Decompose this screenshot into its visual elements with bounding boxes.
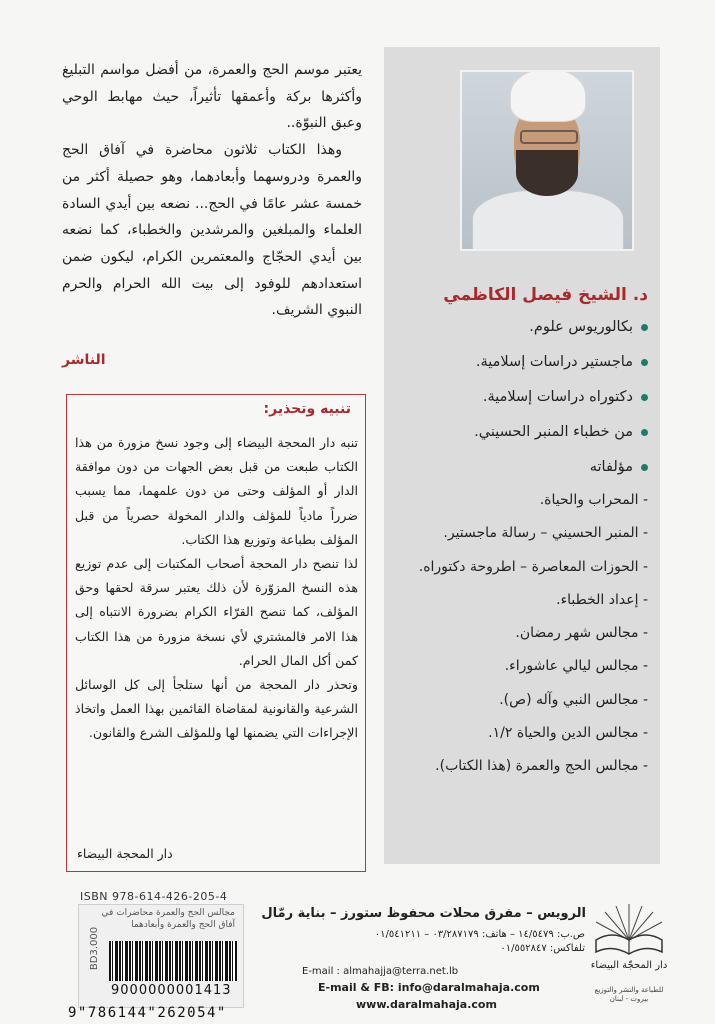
- bullet-icon: [641, 359, 648, 366]
- sticker-number: 9000000001413: [111, 983, 232, 998]
- warning-signature: دار المحجة البيضاء: [77, 846, 173, 861]
- list-item: بكالوريوس علوم.: [388, 313, 648, 348]
- warning-body: [75, 431, 358, 746]
- ean-number: 9"786144"262054": [68, 1005, 227, 1021]
- list-item: مؤلفاته: [388, 453, 648, 488]
- list-item: - مجالس ليالي عاشوراء.: [504, 658, 648, 675]
- intro-paragraph: يعتبر موسم الحج والعمرة، من أفضل مواسم التبليغ وأكثرها بركة وأعمقها تأثيراً، حيث مهابط الوحي وعبق النبوّة..: [62, 62, 362, 132]
- works-list: [368, 487, 648, 787]
- email-line: E-mail : almahajja@terra.net.lb: [302, 966, 459, 977]
- author-photo: [460, 70, 634, 251]
- publisher-address: الرويس – مفرق محلات محفوظ ستورز – بناية رمّال: [261, 906, 586, 921]
- barcode-icon: [109, 941, 237, 981]
- bullet-icon: [641, 464, 648, 471]
- photo-beard: [516, 150, 578, 196]
- list-item: - مجالس الدين والحياة ١/٢.: [488, 725, 648, 742]
- author-name: د. الشيخ فيصل الكاظمي: [443, 285, 648, 305]
- intro-paragraph: وهذا الكتاب ثلاثون محاضرة في آفاق الحج والعمرة ودروسهما وأبعادهما، وهو حصيلة أكثر من خمسة عشر عامًا في الحج... نضعه بين أيدي السادة العلماء والمبلغين والمرشدين والخطباء، كما نضعه بين أيدي الحجّاج والمعتمرين الكرام، ليكون ضمن استعدادهم للوفود إلى بيت الله الحرام والحرم النبوي الشريف.: [62, 142, 362, 319]
- logo-subtitle: للطباعة والنشر والتوزيع بيروت - لبنان: [594, 986, 664, 1003]
- list-item: - مجالس النبي وآله (ص).: [499, 691, 648, 708]
- list-item: دكتوراه دراسات إسلامية.: [388, 383, 648, 418]
- photo-turban: [510, 70, 586, 122]
- sticker-title: مجالس الحج والعمرة محاضرات في آفاق الحج والعمرة وأبعادهما: [101, 908, 235, 930]
- isbn-text: ISBN 978-614-426-205-4: [80, 890, 228, 903]
- list-item: - الحوزات المعاصرة – اطروحة دكتوراه.: [418, 558, 648, 575]
- list-item: - إعداد الخطباء.: [556, 591, 648, 608]
- publisher-label: الناشر: [62, 352, 106, 368]
- warning-paragraph: تنبه دار المحجة البيضاء إلى وجود نسخ مزورة من هذا الكتاب طبعت من قبل بعض الجهات من دون موافقة الدار أو المؤلف وحتى من دون علمهما، مما يسبب ضرراً مادياً للمؤلف والدار المخولة حصرياً من قبل المؤلف بطباعة وتوزيع هذا الكتاب.: [75, 435, 358, 547]
- logo-name: دار المحجّة البيضاء: [590, 960, 668, 971]
- price-sticker: [78, 904, 244, 1008]
- publisher-logo: [588, 900, 670, 1010]
- sticker-side-code: BD3.000: [89, 926, 101, 971]
- bullet-icon: [641, 324, 648, 331]
- qualifications-list: [388, 313, 648, 488]
- publisher-contact: [300, 928, 585, 956]
- list-item: - المنبر الحسيني – رسالة ماجستير.: [443, 525, 648, 542]
- warning-paragraph: وتحذر دار المحجة من أنها ستلجأ إلى كل الوسائل الشرعية والقانونية لمقاضاة القائمين بهذا العمل واتخاذ الإجراءات التي يضمنها لها وللمؤلف الشرع والقانون.: [75, 677, 358, 741]
- bullet-icon: [641, 429, 648, 436]
- warning-title: تنبيه وتحذير:: [263, 401, 351, 417]
- phone-line: ص.ب: ١٤/٥٤٧٩ – هاتف: ٠٣/٢٨٧١٧٩ – ٠١/٥٤١٢١١: [374, 929, 585, 940]
- bullet-icon: [641, 394, 648, 401]
- photo-glasses: [520, 130, 578, 144]
- intro-text: [62, 57, 362, 324]
- fax-line: تلفاكس: ٠١/٥٥٢٨٤٧: [500, 943, 585, 954]
- list-item: - مجالس الحج والعمرة (هذا الكتاب).: [435, 758, 648, 775]
- book-sunburst-icon: [588, 900, 670, 960]
- list-item: - مجالس شهر رمضان.: [515, 625, 648, 642]
- list-item: - المحراب والحياة.: [539, 492, 648, 508]
- photo-robe: [472, 190, 624, 251]
- email-fb-line: E-mail & FB: info@daralmahaja.com: [318, 981, 540, 994]
- website-link[interactable]: www.daralmahaja.com: [356, 998, 497, 1011]
- warning-paragraph: لذا تنصح دار المحجة أصحاب المكتبات إلى عدم توزيع هذه النسخ المزوّرة لأن ذلك يعتبر سرقة لحقها وحق المؤلف، كما تنصح القرّاء الكرام بضرورة الانتباه إلى هذا الامر فالمشتري لأي نسخة مزورة من هذا الكتاب كمن أكل المال الحرام.: [75, 556, 358, 668]
- list-item: من خطباء المنبر الحسيني.: [388, 418, 648, 453]
- list-item: ماجستير دراسات إسلامية.: [388, 348, 648, 383]
- warning-box: [66, 394, 366, 872]
